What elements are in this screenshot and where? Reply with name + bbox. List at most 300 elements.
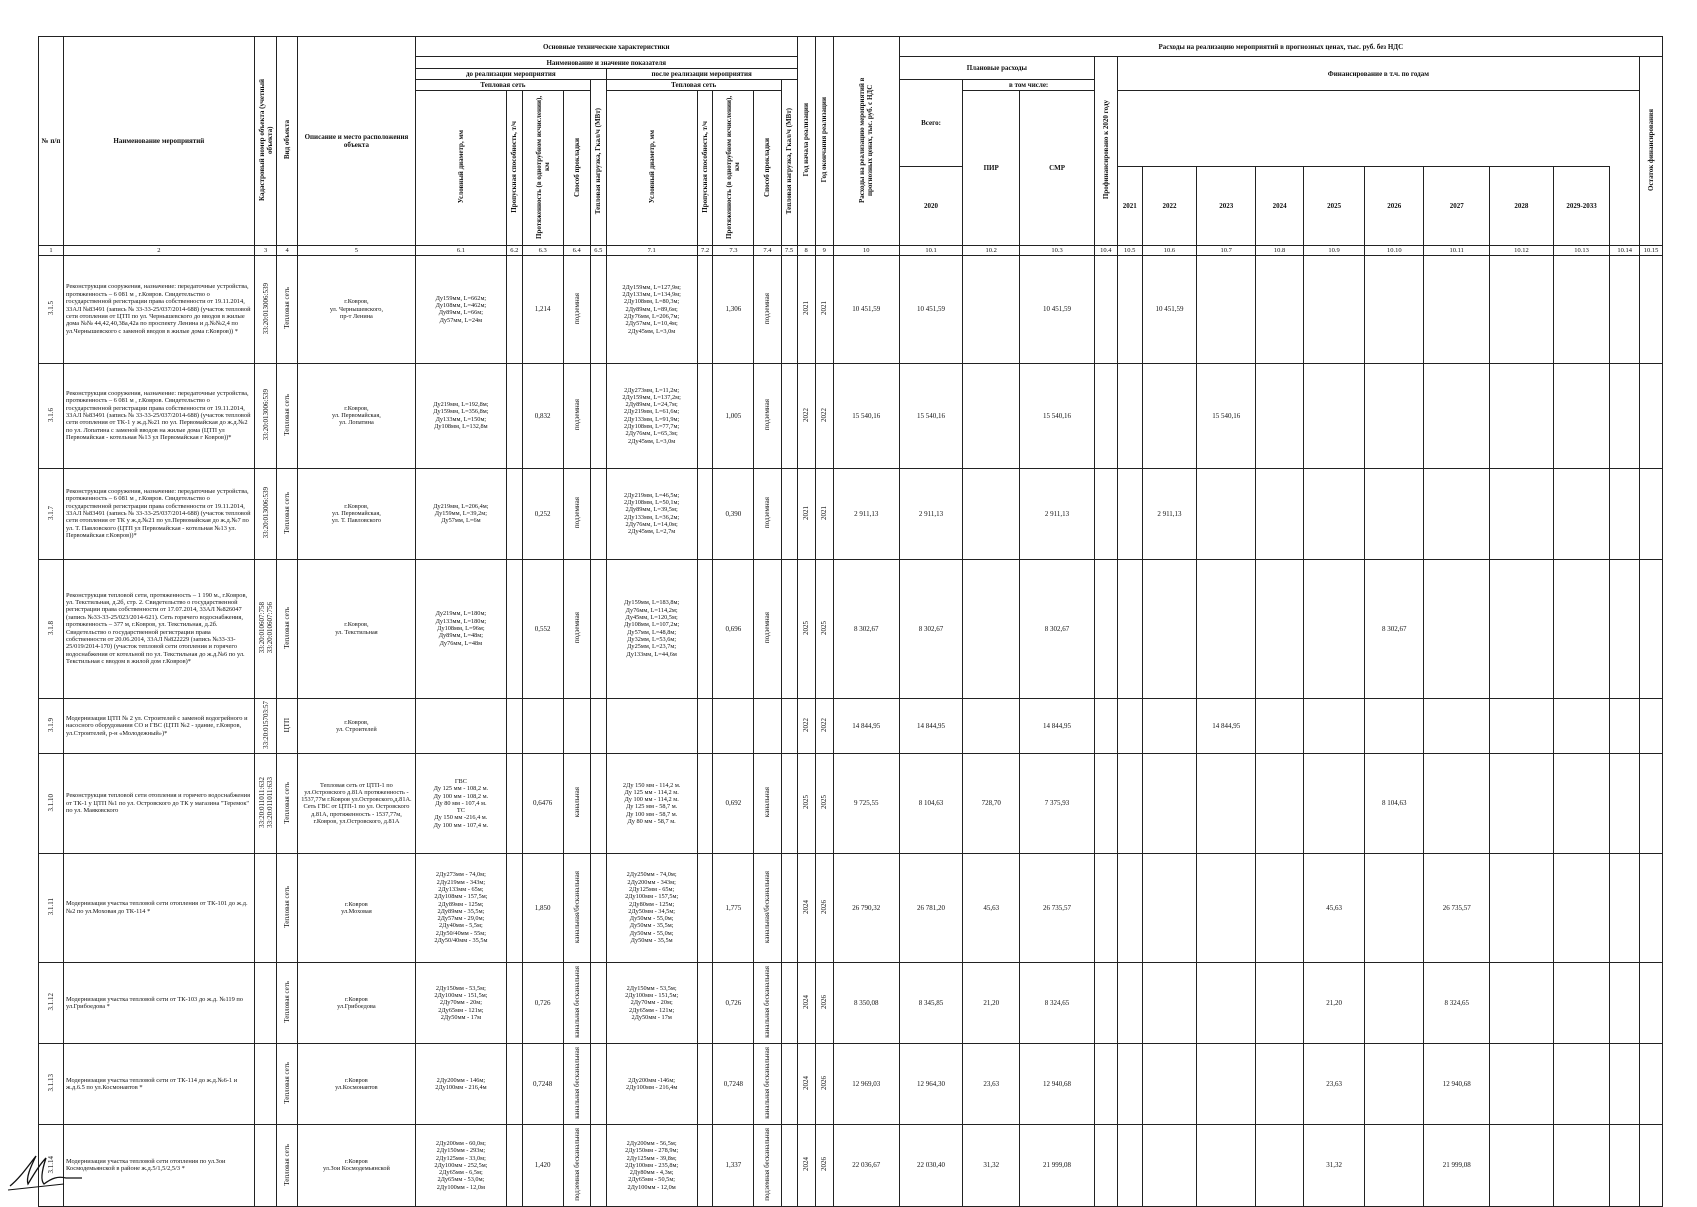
header-year-end: Год окончания реализации: [820, 97, 829, 183]
header-year-2029-2033: 2029-2033: [1553, 167, 1610, 246]
row-description: г.Ковров, ул. Чернышевского, пр-т Ленина: [297, 256, 415, 364]
row-object-type: Тепловая сеть: [283, 491, 292, 534]
row-remainder: [1640, 754, 1663, 853]
row-length-before: 0,832: [522, 363, 563, 468]
row-number: 3.1.7: [46, 505, 55, 520]
row-financing-year: [1553, 1124, 1610, 1206]
row-financing-year: [1424, 256, 1490, 364]
header-costs-main: Расходы на реализацию мероприятий в прогнозных ценах, тыс. руб. без НДС: [899, 37, 1662, 57]
row-financing-year: 23,63: [1303, 1044, 1364, 1125]
row-capacity-before: [506, 1044, 522, 1125]
row-cadastral: 33:20:011011:632 33:20:011011:633: [257, 777, 274, 828]
row-length-before: 1,214: [522, 256, 563, 364]
row-laying-after: канальная: [763, 787, 772, 818]
header-financed-2020: Профинансировано к 2020 году: [1101, 100, 1110, 200]
row-capacity-before: [506, 559, 522, 698]
row-diameter-after: 2Ду150мм - 53,5м; 2Ду100мм - 151,5м; 2Ду70мм - 20м; 2Ду65мм - 121м; 2Ду50мм - 17м: [606, 963, 697, 1044]
row-object-type: Тепловая сеть: [283, 1143, 292, 1186]
row-financing-year: [1142, 1044, 1197, 1125]
row-description: г.Ковров, ул. Строителей: [297, 698, 415, 754]
row-diameter-before: Ду219мм, L=206,4м; Ду159мм, L=39,2м; Ду57мм, L=6м: [415, 468, 506, 559]
row-financing-year: [1117, 363, 1142, 468]
row-length-before: 0,6476: [522, 754, 563, 853]
row-financing-year: [1610, 1044, 1640, 1125]
row-description: г.Ковров ул.Зои Космодемьянской: [297, 1124, 415, 1206]
header-length-before: Протяженность (в однотрубном исчислении), км: [534, 95, 551, 239]
row-capacity-after: [697, 963, 713, 1044]
row-financing-year: [1142, 963, 1197, 1044]
header-year-2028: 2028: [1490, 167, 1554, 246]
row-financed-2020: [1095, 754, 1118, 853]
row-length-before: 0,252: [522, 468, 563, 559]
column-index-cell: 10.2: [963, 246, 1020, 256]
column-index-cell: 10.10: [1365, 246, 1424, 256]
row-financing-year: [1490, 256, 1554, 364]
row-financing-year: 2 911,13: [1142, 468, 1197, 559]
row-capacity-before: [506, 256, 522, 364]
column-index-cell: 10.4: [1095, 246, 1118, 256]
column-index-cell: 10: [833, 246, 899, 256]
row-length-after: 1,306: [713, 256, 754, 364]
row-financing-year: [1256, 853, 1304, 963]
column-index-cell: 8: [797, 246, 815, 256]
row-financing-year: [1490, 468, 1554, 559]
row-object-type: Тепловая сеть: [283, 981, 292, 1023]
row-name: Модернизация участка тепловой сети отопления от ТК-101 до ж.д.№2 по ул.Моховая до ТК-114 *: [63, 853, 254, 963]
row-capacity-before: [506, 853, 522, 963]
row-description: г.Ковров ул.Космонавтов: [297, 1044, 415, 1125]
row-financing-year: [1117, 468, 1142, 559]
row-capacity-after: [697, 698, 713, 754]
row-cadastral: 33:20:015703:57: [261, 701, 270, 749]
row-financing-year: [1424, 754, 1490, 853]
row-financed-2020: [1095, 256, 1118, 364]
header-year-2024: 2024: [1256, 167, 1304, 246]
row-description: г.Ковров ул.Грибоедова: [297, 963, 415, 1044]
row-description: г.Ковров ул.Моховая: [297, 853, 415, 963]
column-index-cell: 10.3: [1020, 246, 1095, 256]
header-diameter-after: Условный диаметр, мм: [647, 130, 656, 204]
row-financing-year: [1117, 853, 1142, 963]
row-laying-before: канальная бесканальная: [572, 966, 581, 1038]
row-financing-year: [1197, 256, 1256, 364]
row-laying-before: подземная бесканальная: [572, 1128, 581, 1201]
row-description: г.Ковров, ул. Первомайская, ул. Т. Павловского: [297, 468, 415, 559]
row-financed-2020: [1095, 363, 1118, 468]
row-financing-year: [1490, 1044, 1554, 1125]
row-financing-year: [1490, 963, 1554, 1044]
row-diameter-after: [606, 698, 697, 754]
row-length-before: 1,850: [522, 853, 563, 963]
row-financing-year: 8 324,65: [1424, 963, 1490, 1044]
table-row: [39, 559, 1663, 698]
row-year-end: 2026: [820, 1157, 829, 1172]
row-capacity-before: [506, 363, 522, 468]
row-cost-vat: 2 911,13: [833, 468, 899, 559]
row-diameter-before: Ду219мм, L=192,8м; Ду159мм, L=356,8м; Ду133мм, L=150м; Ду108мм, L=132,8м: [415, 363, 506, 468]
row-pir: 45,63: [963, 853, 1020, 963]
row-length-after: 0,692: [713, 754, 754, 853]
table-row: [39, 1044, 1663, 1125]
header-laying-before: Способ прокладки: [572, 137, 581, 197]
row-name: Реконструкция сооружения, назначение: передаточные устройства, протяженность – 6 081 м , г.Ковров. Свидетельство о государственной регистрации права собственности от 19.11.2014, 33АЛ №83491 (запись № 33-33-25/037/2014-688) (участок тепловой сети отопления от ЦТП по ул. Чернышевского до вводов в жилые дома №№ 44,42,40,38а,42а по проспекту Ленина и д.№№2,4 по ул.Чернышевского с заменой вводов в жилые дома г.Ковров)) *: [63, 256, 254, 364]
row-diameter-after: Ду159мм, L=183,8м; Ду76мм, L=114,2м; Ду45мм, L=120,5м; Ду108мм, L=107,2м; Ду57мм, L=48,8м; Ду32мм, L=53,6м; Ду25мм, L=23,7м; Ду133мм, L=44,6м: [606, 559, 697, 698]
row-financing-year: [1142, 559, 1197, 698]
row-length-before: 0,7248: [522, 1044, 563, 1125]
row-financing-year: [1303, 363, 1364, 468]
row-remainder: [1640, 468, 1663, 559]
row-pir: [963, 468, 1020, 559]
row-laying-after: подземная: [763, 612, 772, 644]
row-financing-year: [1490, 698, 1554, 754]
row-diameter-after: 2Ду200мм -146м; 2Ду100мм - 216,4м: [606, 1044, 697, 1125]
row-laying-after: подземная: [763, 399, 772, 431]
row-number: 3.1.13: [46, 1074, 55, 1092]
row-smr: 15 540,16: [1020, 363, 1095, 468]
row-pir: [963, 256, 1020, 364]
row-year-start: 2024: [802, 1157, 811, 1172]
row-financing-year: [1303, 754, 1364, 853]
row-year-start: 2022: [802, 718, 811, 733]
row-financing-year: [1365, 1044, 1424, 1125]
row-cost-vat: 8 350,08: [833, 963, 899, 1044]
row-diameter-after: 2Ду250мм - 74,0м; 2Ду200мм - 343м; 2Ду125мм - 65м; 2Ду100мм - 157,5м; 2Ду80мм - 125м; 2Ду50мм - 34,5м; Ду50мм - 55,0м; Ду50мм - 35,5м; Ду50мм - 55,0м; Ду50мм - 35,5м: [606, 853, 697, 963]
column-index-cell: 10.12: [1490, 246, 1554, 256]
row-name: Реконструкция сооружения, назначение: передаточные устройства, протяженность – 6 081 м , г.Ковров. Свидетельство о государственной регистрации права собственности от 19.11.2014, 33АЛ №83491 (запись № 33-33-25/037/2014-688) (участок тепловой сети отопления от ТК у ж.д.№21 по ул.Первомайская до ж.д.№7 по ул. Т. Павловского (ЦТП ул Первомайская - котельная №13 ул. Первомайская г.Ковров))*: [63, 468, 254, 559]
row-total: 14 844,95: [899, 698, 963, 754]
row-load-before: [590, 963, 606, 1044]
column-index-cell: 6.4: [563, 246, 590, 256]
row-year-end: 2026: [820, 1076, 829, 1090]
column-index-cell: 10.13: [1553, 246, 1610, 256]
row-smr: 8 302,67: [1020, 559, 1095, 698]
row-name: Реконструкция тепловой сети, протяженность – 1 190 м., г.Ковров, ул. Текстильная, д.2б, стр. 2. Свидетельство о государственной регистрации права собственности от 17.07.2014, 33АЛ №826047 (запись №33-33-25/023/2014-621). Сеть горячего водоснабжения, протяженность – 377 м, г.Ковров, ул. Текстильная, д.2б. Свидетельство о государственной регистрации права собственности от 20.06.2014, 33АЛ №822229 (запись №33-33-25/019/2014-170) (участок тепловой сети отопления и горячего водоснабжения от котельной по ул. Текстильная до ж.д.№6 по ул. Текстильная с вводом в жилой дом г.Ковров)*: [63, 559, 254, 698]
row-smr: 12 940,68: [1020, 1044, 1095, 1125]
row-diameter-before: 2Ду200мм - 60,0м; 2Ду150мм - 293м; 2Ду125мм - 33,0м; 2Ду100мм - 252,5м; 2Ду65мм - 6,5м; 2Ду65мм - 53,0м; 2Ду100мм - 12,0м: [415, 1124, 506, 1206]
row-cadastral: 33:20:013006:539: [261, 389, 270, 441]
row-load-after: [781, 754, 797, 853]
row-financing-year: [1197, 468, 1256, 559]
row-financing-year: [1365, 468, 1424, 559]
table-body: [39, 256, 1663, 1207]
row-financing-year: [1117, 963, 1142, 1044]
row-financing-year: [1117, 754, 1142, 853]
column-index-cell: 10.7: [1197, 246, 1256, 256]
header-year-2026: 2026: [1365, 167, 1424, 246]
row-remainder: [1640, 1044, 1663, 1125]
row-financing-year: [1610, 363, 1640, 468]
row-financing-year: [1303, 468, 1364, 559]
header-capacity-after: Пропускная способность, т/ч: [701, 121, 709, 213]
row-load-before: [590, 853, 606, 963]
row-capacity-after: [697, 559, 713, 698]
row-load-after: [781, 853, 797, 963]
column-index-cell: 3: [254, 246, 277, 256]
row-financing-year: [1256, 698, 1304, 754]
row-object-type: Тепловая сеть: [283, 287, 292, 330]
table-row: [39, 256, 1663, 364]
row-financing-year: [1424, 698, 1490, 754]
header-smr: СМР: [1020, 91, 1095, 246]
row-object-type: Тепловая сеть: [283, 781, 292, 824]
table-row: [39, 1124, 1663, 1206]
row-capacity-after: [697, 1124, 713, 1206]
row-number: 3.1.12: [46, 993, 55, 1011]
column-index-cell: 7.5: [781, 246, 797, 256]
row-pir: 21,20: [963, 963, 1020, 1044]
column-index-cell: 10.6: [1142, 246, 1197, 256]
row-remainder: [1640, 698, 1663, 754]
row-load-after: [781, 1124, 797, 1206]
header-capacity-before: Пропускная способность, т/ч: [510, 121, 519, 213]
header-planned: Плановые расходы: [899, 57, 1094, 80]
row-financing-year: [1256, 256, 1304, 364]
column-index-cell: 10.9: [1303, 246, 1364, 256]
row-year-end: 2026: [820, 899, 829, 914]
row-description: г.Ковров, ул. Первомайская, ул. Лопатина: [297, 363, 415, 468]
row-object-type: Тепловая сеть: [283, 393, 292, 436]
row-financing-year: [1117, 1044, 1142, 1125]
row-diameter-after: 2Ду200мм - 56,5м; 2Ду150мм - 278,9м; 2Ду125мм - 39,8м; 2Ду100мм - 235,8м; 2Ду80мм - 4,3м; 2Ду65мм - 50,5м; 2Ду100мм - 12,0м: [606, 1124, 697, 1206]
row-financing-year: [1610, 256, 1640, 364]
row-length-after: 0,7248: [713, 1044, 754, 1125]
header-tech-main: Основные технические характеристики: [415, 37, 797, 57]
row-financing-year: [1553, 256, 1610, 364]
row-capacity-after: [697, 754, 713, 853]
row-financing-year: [1553, 853, 1610, 963]
row-financing-year: [1303, 698, 1364, 754]
row-name: Модернизация ЦТП № 2 ул. Строителей с заменой водогрейного и насосного оборудования СО и ГВС (ЦТП №2 - здание, г.Ковров, ул.Строителей, р-н «Молодежный»)*: [63, 698, 254, 754]
row-diameter-before: 2Ду273мм - 74,0м; 2Ду219мм - 343м; 2Ду133мм - 65м; 2Ду108мм - 157,5м; 2Ду89мм - 125м; 2Ду89мм - 35,5м; 2Ду57мм - 29,0м; 2Ду40мм - 5,5м; 2Ду50/40мм - 55м; 2Ду50/40мм - 35,5м: [415, 853, 506, 963]
row-load-before: [590, 559, 606, 698]
row-financing-year: 8 104,63: [1365, 754, 1424, 853]
row-financing-year: [1424, 468, 1490, 559]
row-year-end: 2025: [820, 620, 829, 635]
row-year-start: 2025: [802, 620, 811, 635]
header-total: Всего:: [899, 80, 963, 167]
row-load-after: [781, 256, 797, 364]
document-sheet: [38, 36, 1663, 1201]
row-financing-year: 10 451,59: [1142, 256, 1197, 364]
row-year-start: 2025: [802, 795, 811, 810]
row-year-end: 2022: [820, 718, 829, 733]
row-diameter-after: 2Ду273мм, L=11,2м; 2Ду159мм, L=137,2м; 2Ду89мм, L=24,7м; 2Ду219мм, L=61,6м; 2Ду133мм, L=91,9м; 2Ду108мм, L=77,7м; 2Ду76мм, L=65,3м; 2Ду45мм, L=3,0м: [606, 363, 697, 468]
column-index-cell: 6.2: [506, 246, 522, 256]
column-index-cell: 10.1: [899, 246, 963, 256]
row-length-before: [522, 698, 563, 754]
row-year-start: 2024: [802, 899, 811, 914]
row-length-after: [713, 698, 754, 754]
row-financing-year: [1197, 963, 1256, 1044]
column-index-cell: 6.3: [522, 246, 563, 256]
row-capacity-before: [506, 698, 522, 754]
row-year-end: 2026: [820, 995, 829, 1010]
row-capacity-after: [697, 468, 713, 559]
row-pir: 728,70: [963, 754, 1020, 853]
row-financing-year: [1553, 559, 1610, 698]
row-laying-before: канальная/бесканальная: [572, 870, 581, 943]
row-object-type: ЦТП: [283, 717, 292, 733]
row-financing-year: [1256, 468, 1304, 559]
column-index-cell: 10.11: [1424, 246, 1490, 256]
row-financing-year: [1142, 698, 1197, 754]
row-financing-year: 26 735,57: [1424, 853, 1490, 963]
table-row: [39, 963, 1663, 1044]
header-costs-vat: Расходы на реализацию мероприятий в прогнозных ценах, тыс. руб. с НДС: [858, 77, 875, 203]
table-row: [39, 468, 1663, 559]
row-financed-2020: [1095, 963, 1118, 1044]
row-capacity-before: [506, 754, 522, 853]
row-diameter-before: 2Ду200мм - 146м; 2Ду100мм - 216,4м: [415, 1044, 506, 1125]
row-year-start: 2024: [802, 1076, 811, 1090]
row-object-type: Тепловая сеть: [283, 1062, 292, 1104]
column-index-cell: 1: [39, 246, 64, 256]
row-name: Реконструкция сооружения, назначение: передаточные устройства, протяженность – 6 081 м , г.Ковров. Свидетельство о государственной регистрации права собственности от 19.11.2014, 33АЛ №83491 (запись № 33-33-25/037/2014-688) (участок тепловой сети отопления от ТК-1 у ж.д.№21 по ул. Первомайская до ж.д.№2 по ул. Лопатина с заменой вводов на жилые дома (ЦТП ул Первомайская - котельная №13 ул Первомайская г Ковров))*: [63, 363, 254, 468]
row-length-after: 0,726: [713, 963, 754, 1044]
row-financing-year: [1256, 1124, 1304, 1206]
row-financing-year: [1256, 559, 1304, 698]
row-laying-before: подземная: [572, 497, 581, 529]
row-diameter-before: 2Ду150мм - 53,5м; 2Ду100мм - 151,5м; 2Ду70мм - 20м; 2Ду65мм - 121м; 2Ду50мм - 17м: [415, 963, 506, 1044]
row-financing-year: [1365, 853, 1424, 963]
row-year-end: 2025: [820, 795, 829, 810]
row-financing-year: [1553, 754, 1610, 853]
row-financing-year: [1197, 754, 1256, 853]
row-financed-2020: [1095, 559, 1118, 698]
row-financing-year: [1142, 754, 1197, 853]
row-capacity-after: [697, 256, 713, 364]
investment-program-table: [38, 36, 1663, 1207]
row-laying-after: канальная бесканальная: [763, 966, 772, 1038]
table-header: [39, 37, 1663, 256]
row-year-end: 2022: [820, 407, 829, 422]
row-year-start: 2021: [802, 301, 811, 316]
row-smr: 21 999,08: [1020, 1124, 1095, 1206]
table-row: [39, 698, 1663, 754]
row-cost-vat: 26 790,32: [833, 853, 899, 963]
row-cost-vat: 10 451,59: [833, 256, 899, 364]
header-heat-network-before: Тепловая сеть: [415, 80, 590, 91]
row-financing-year: [1303, 256, 1364, 364]
row-name: Реконструкция тепловой сети отопления и горячего водоснабжения от ТК-1 у ЦТП №1 по ул. Островского до ТК у магазина "Теремок" по ул. Маяковского: [63, 754, 254, 853]
row-cost-vat: 9 725,55: [833, 754, 899, 853]
row-load-after: [781, 363, 797, 468]
row-financing-year: [1610, 963, 1640, 1044]
row-pir: [963, 559, 1020, 698]
row-laying-before: канальная: [572, 787, 581, 818]
row-financing-year: [1365, 698, 1424, 754]
row-financing-year: [1610, 559, 1640, 698]
row-financing-year: [1142, 363, 1197, 468]
row-financed-2020: [1095, 853, 1118, 963]
row-year-start: 2021: [802, 505, 811, 520]
row-diameter-before: Ду219мм, L=180м; Ду133мм, L=180м; Ду108мм, L=96м; Ду89мм, L=48м; Ду76мм, L=48м: [415, 559, 506, 698]
row-length-after: 0,390: [713, 468, 754, 559]
column-index-cell: 7.3: [713, 246, 754, 256]
header-object-type: Вид объекта: [283, 120, 292, 160]
row-financing-year: [1117, 1124, 1142, 1206]
row-financing-year: [1365, 363, 1424, 468]
row-laying-before: подземная: [572, 292, 581, 324]
row-pir: 23,63: [963, 1044, 1020, 1125]
header-heat-network-after: Тепловая сеть: [606, 80, 781, 91]
row-cadastral: 33:20:010607:758 33:20:010607:756: [257, 601, 274, 654]
row-financing-year: [1553, 963, 1610, 1044]
header-length-after: Протяженность (в однотрубном исчислении), км: [725, 95, 742, 239]
row-cost-vat: 14 844,95: [833, 698, 899, 754]
row-diameter-before: Ду159мм, L=662м; Ду108мм, L=462м; Ду89мм, L=66м; Ду57мм, L=24м: [415, 256, 506, 364]
row-financing-year: [1553, 1044, 1610, 1125]
row-number: 3.1.8: [46, 620, 55, 635]
header-description: Описание и место расположения объекта: [297, 37, 415, 246]
row-financed-2020: [1095, 468, 1118, 559]
header-no: № п/п: [39, 37, 64, 246]
header-diameter-before: Условный диаметр, мм: [456, 130, 465, 204]
row-financed-2020: [1095, 1124, 1118, 1206]
row-remainder: [1640, 853, 1663, 963]
row-length-after: 1,337: [713, 1124, 754, 1206]
row-remainder: [1640, 559, 1663, 698]
row-financing-year: [1490, 559, 1554, 698]
header-laying-after: Способ прокладки: [763, 137, 772, 197]
column-index-cell: 4: [277, 246, 297, 256]
row-financing-year: 8 302,67: [1365, 559, 1424, 698]
row-financing-year: [1117, 256, 1142, 364]
row-length-before: 0,726: [522, 963, 563, 1044]
row-laying-after: подземная бесканальная: [763, 1128, 772, 1201]
row-total: 8 302,67: [899, 559, 963, 698]
column-index-cell: 10.8: [1256, 246, 1304, 256]
column-index-cell: 5: [297, 246, 415, 256]
row-financing-year: [1553, 468, 1610, 559]
row-financing-year: [1490, 1124, 1554, 1206]
row-cost-vat: 22 036,67: [833, 1124, 899, 1206]
row-financing-year: 12 940,68: [1424, 1044, 1490, 1125]
row-smr: 26 735,57: [1020, 853, 1095, 963]
header-year-2022: 2022: [1142, 167, 1197, 246]
row-financing-year: [1197, 1124, 1256, 1206]
table-row: [39, 363, 1663, 468]
row-financing-year: [1197, 853, 1256, 963]
row-load-after: [781, 963, 797, 1044]
row-financing-year: [1117, 559, 1142, 698]
header-name: Наименование мероприятий: [63, 37, 254, 246]
row-financing-year: [1365, 1124, 1424, 1206]
table-row: [39, 853, 1663, 963]
row-load-after: [781, 698, 797, 754]
header-year-2027: 2027: [1424, 167, 1490, 246]
header-before: до реализации мероприятия: [415, 69, 606, 80]
header-cadastral: Кадастровый номер объекта (учетный объекта): [257, 79, 274, 201]
row-financing-year: [1610, 754, 1640, 853]
row-cost-vat: 8 302,67: [833, 559, 899, 698]
column-index-cell: 10.15: [1640, 246, 1663, 256]
row-year-end: 2021: [820, 505, 829, 520]
row-object-type: Тепловая сеть: [283, 606, 292, 649]
row-load-before: [590, 468, 606, 559]
row-smr: 8 324,65: [1020, 963, 1095, 1044]
row-financing-year: [1610, 698, 1640, 754]
column-index-cell: 7.4: [754, 246, 781, 256]
header-year-2025: 2025: [1303, 167, 1364, 246]
row-total: 22 030,40: [899, 1124, 963, 1206]
row-remainder: [1640, 256, 1663, 364]
row-financing-year: 31,32: [1303, 1124, 1364, 1206]
row-financed-2020: [1095, 1044, 1118, 1125]
row-financing-year: [1142, 853, 1197, 963]
row-smr: 10 451,59: [1020, 256, 1095, 364]
row-total: 8 104,63: [899, 754, 963, 853]
